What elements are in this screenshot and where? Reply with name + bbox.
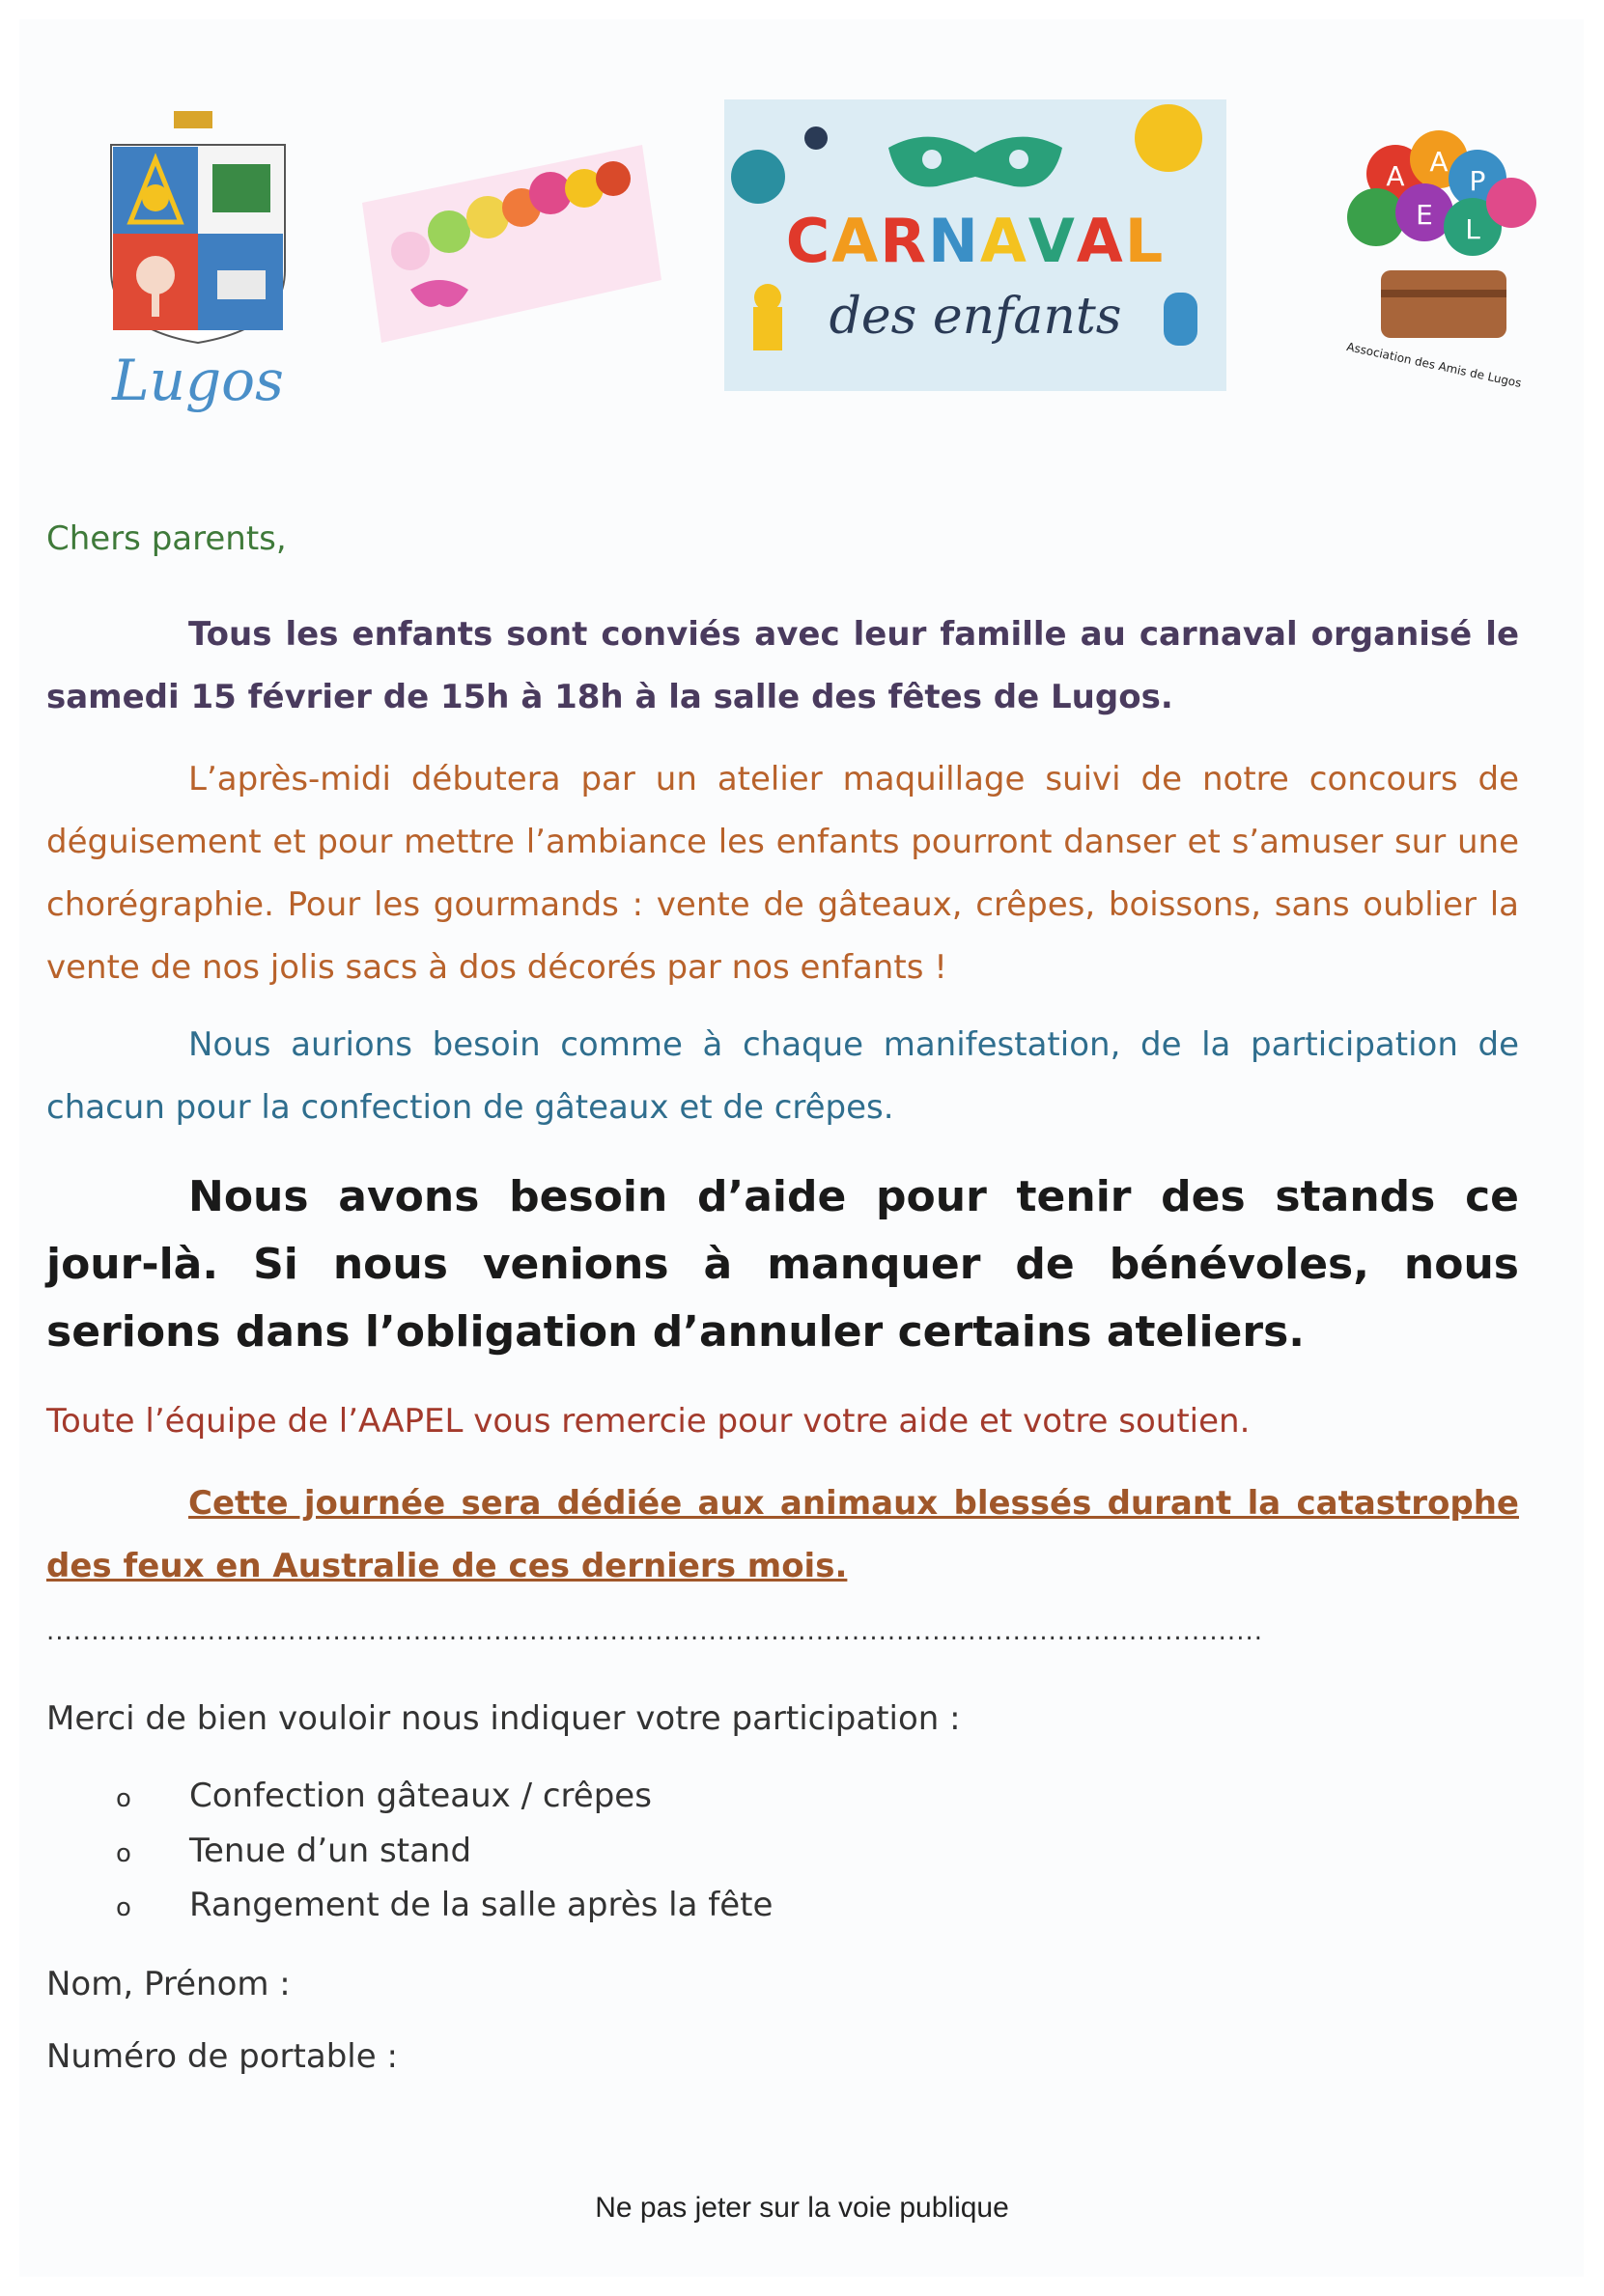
thanks-paragraph: Toute l’équipe de l’AAPEL vous remercie pour votre aide et votre soutien. xyxy=(46,1402,1251,1441)
apel-letter: P xyxy=(1469,165,1486,197)
apel-letters xyxy=(1318,116,1550,357)
banner-title-letter: A xyxy=(831,206,881,276)
option-stand[interactable] xyxy=(116,1832,471,1870)
volunteers-needed-paragraph: Nous avons besoin d’aide pour tenir des stands ce jour-là. Si nous venions à manquer de bénévoles, nous serions dans l’obligation d’annuler certains ateliers. xyxy=(46,1172,1519,1357)
greeting: Chers parents, xyxy=(46,519,287,558)
option-baking[interactable] xyxy=(116,1777,652,1815)
checkbox-circle-icon[interactable]: o xyxy=(116,1784,131,1813)
apel-letter: L xyxy=(1465,213,1480,245)
footer-notice: Ne pas jeter sur la voie publique xyxy=(595,2192,1009,2224)
banner-title-letter: N xyxy=(927,206,980,276)
shield-icon xyxy=(92,106,304,348)
dedication-paragraph: Cette journée sera dédiée aux animaux blessés durant la catastrophe des feux en Australie de ces derniers mois. xyxy=(46,1484,1519,1585)
option-label: Rangement de la salle après la fête xyxy=(189,1886,774,1924)
checkbox-circle-icon[interactable]: o xyxy=(116,1839,131,1868)
option-cleanup[interactable] xyxy=(116,1886,773,1924)
banner-title-letter: V xyxy=(1027,206,1077,276)
apel-letter: E xyxy=(1416,199,1433,231)
banner-subtitle: des enfants xyxy=(829,288,1122,346)
balloons-icon xyxy=(352,135,661,348)
option-label: Confection gâteaux / crêpes xyxy=(189,1777,652,1815)
phone-field-label: Numéro de portable : xyxy=(46,2037,398,2076)
apel-letter: A xyxy=(1429,146,1449,178)
banner-title-letter: A xyxy=(979,206,1028,276)
apel-letter: A xyxy=(1386,160,1405,192)
name-field-label: Nom, Prénom : xyxy=(46,1965,291,2003)
cut-line-separator: ........................................................................................................................................ xyxy=(46,1617,1263,1646)
option-label: Tenue d’un stand xyxy=(189,1832,472,1870)
banner-title-letter: C xyxy=(785,206,832,276)
aapel-association-logo xyxy=(1318,116,1550,425)
program-paragraph: L’après-midi débutera par un atelier maquillage suivi de notre concours de déguisement et pour mettre l’ambiance les enfants pourront danser et s’amuser sur une chorégraphie. Pour les gourmands : vente de gâteaux, crêpes, boissons, sans oublier la vente de nos jolis sacs à dos décorés par nos enfants ! xyxy=(46,760,1519,987)
banner-title-letter: R xyxy=(880,206,928,276)
banner-title-letter: L xyxy=(1124,206,1166,276)
lugos-coat-of-arms-logo xyxy=(92,106,304,434)
aapel-caption: Association des Amis de Lugos xyxy=(1345,339,1523,391)
form-intro: Merci de bien vouloir nous indiquer votre participation : xyxy=(46,1699,961,1738)
participation-paragraph: Nous aurions besoin comme à chaque manifestation, de la participation de chacun pour la confection de gâteaux et de crêpes. xyxy=(46,1025,1519,1127)
carnaval-des-enfants-banner xyxy=(724,99,1226,391)
invitation-paragraph: Tous les enfants sont conviés avec leur famille au carnaval organisé le samedi 15 février de 15h à 18h à la salle des fêtes de Lugos. xyxy=(46,615,1519,716)
banner-title-letter: A xyxy=(1076,206,1125,276)
lugos-logo-text: Lugos xyxy=(112,348,284,413)
checkbox-circle-icon[interactable]: o xyxy=(116,1893,131,1922)
banner-title xyxy=(724,206,1226,276)
balloons-mask-illustration xyxy=(352,135,661,348)
